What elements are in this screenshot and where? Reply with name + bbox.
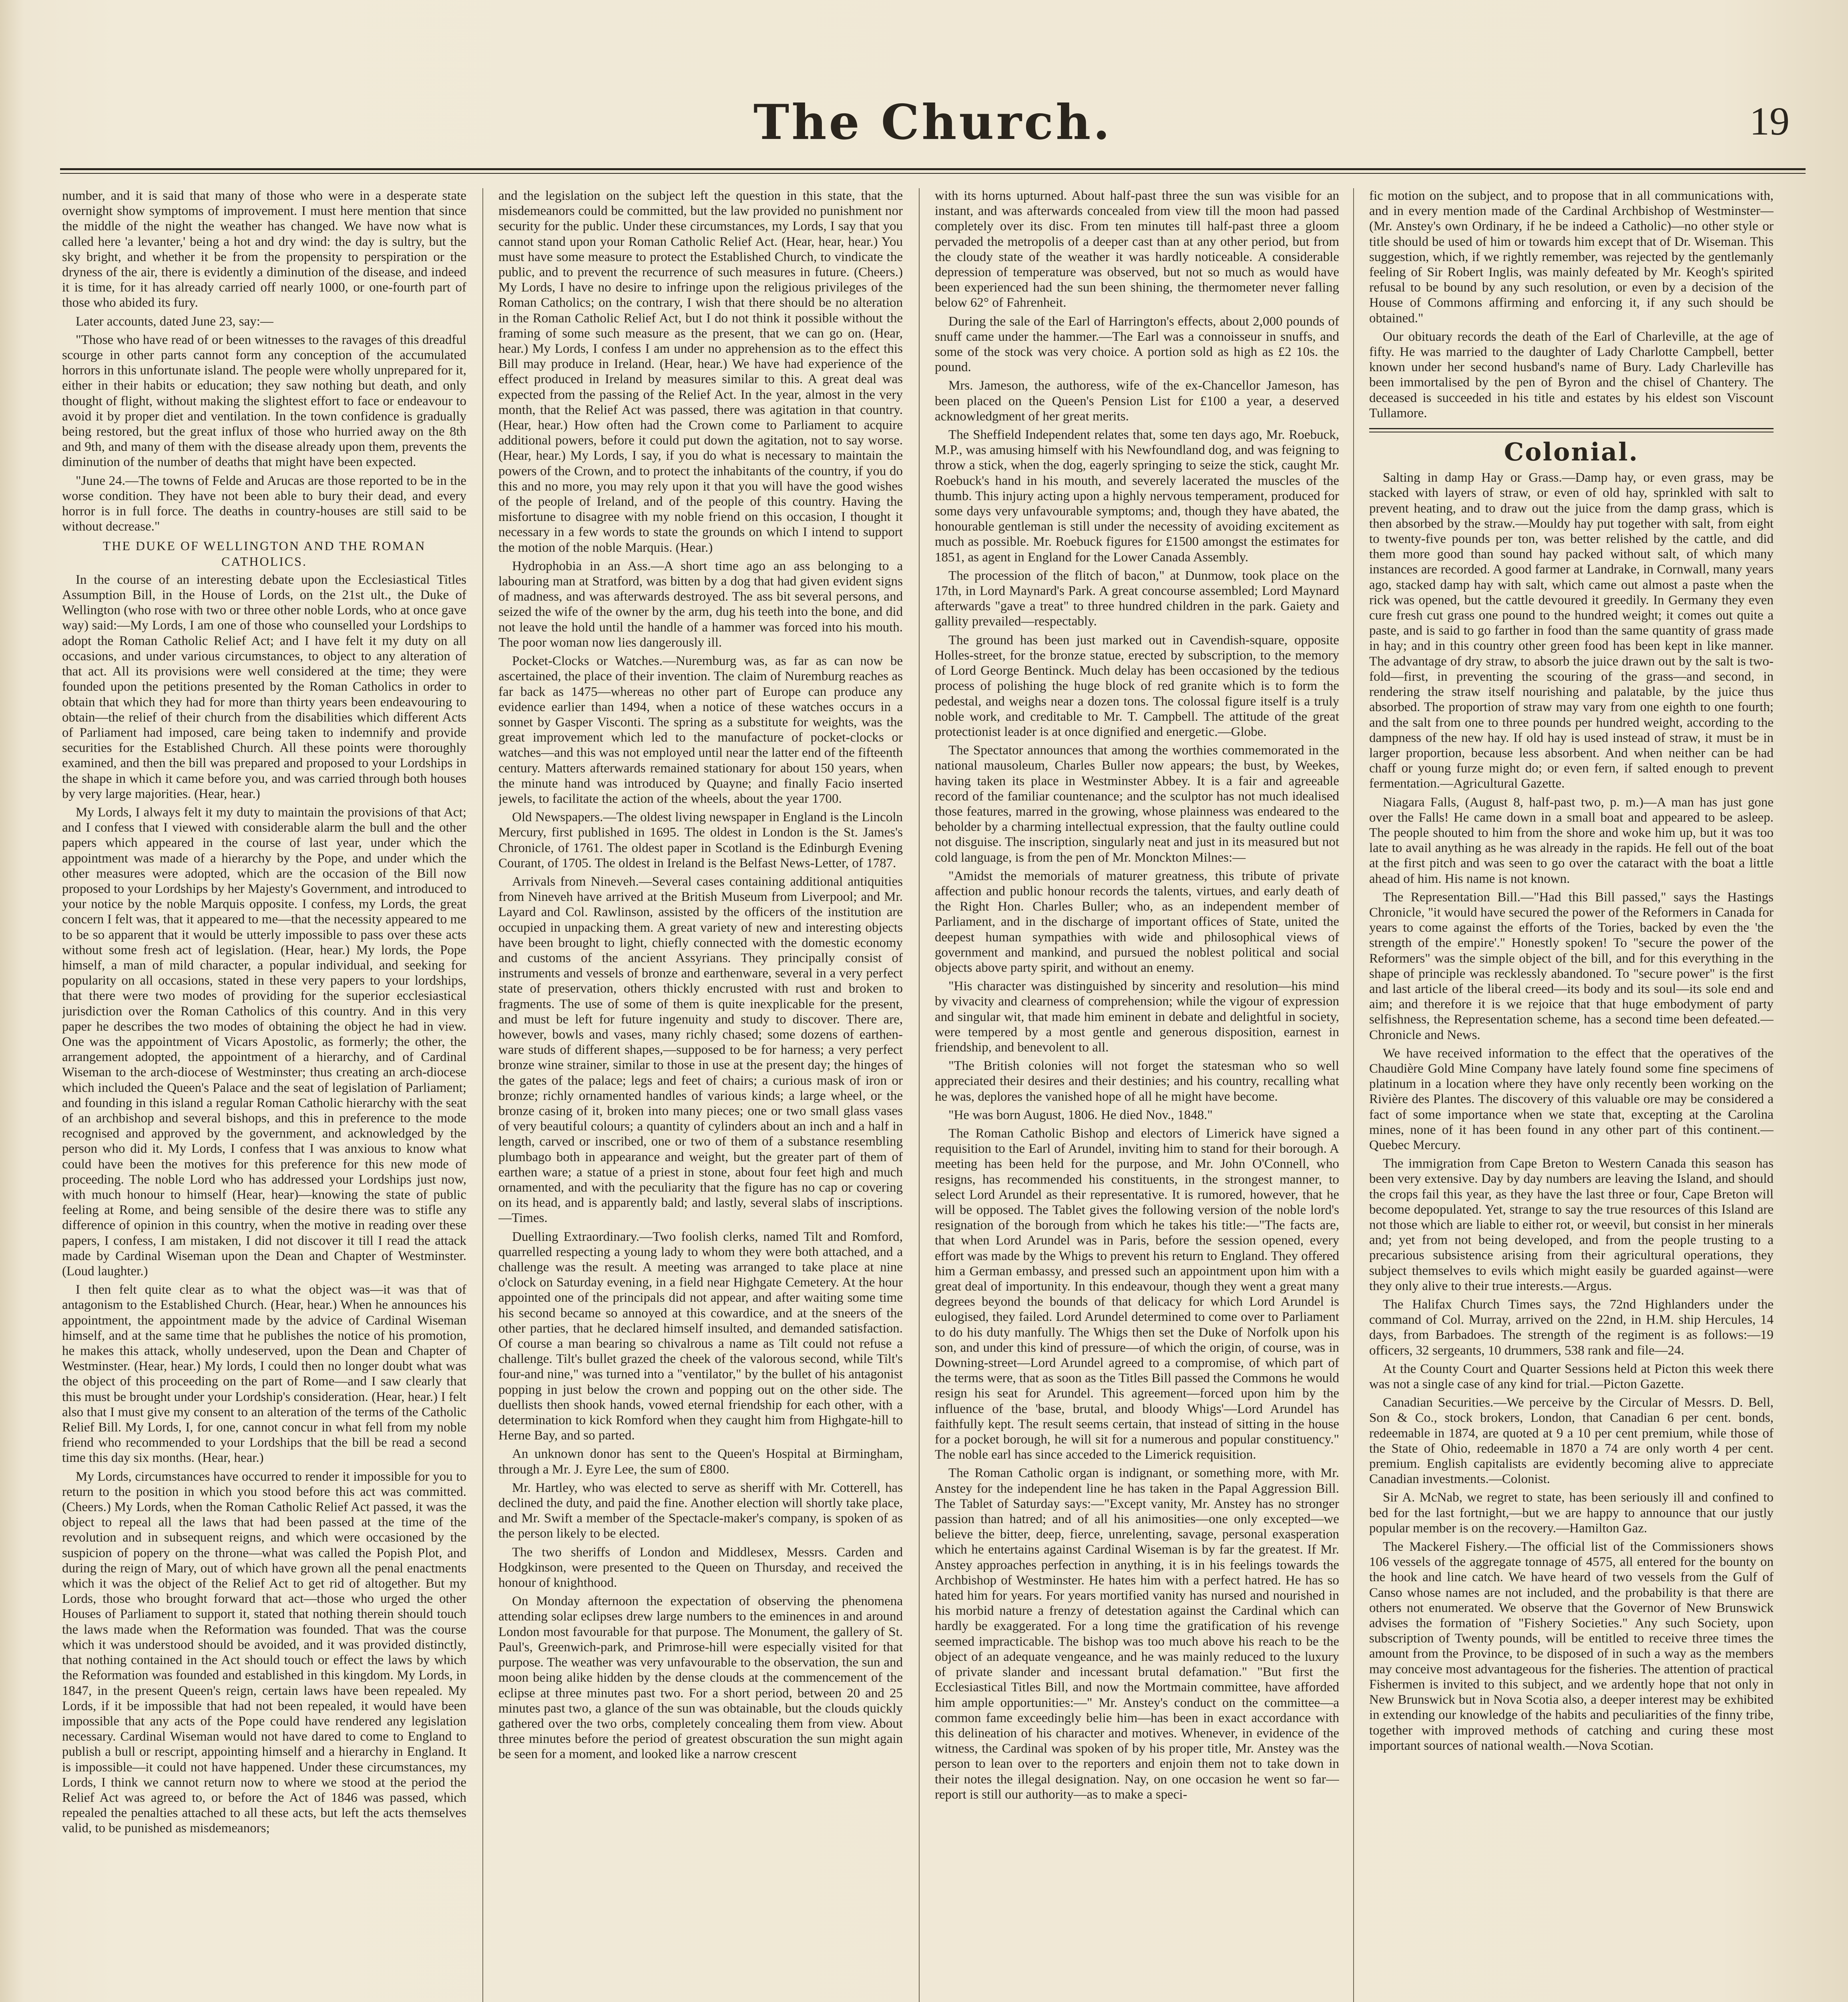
paper-title: The Church. — [753, 94, 1112, 151]
paragraph: "His character was distinguished by sincerity and resolution—his mind by vivacity and clearness of comprehension; while the vigour of expression and singular wit, that made him eminent in debate and delightful in society, were tempered by a most gentle and generous disposition, earnest in friendship, and benevolent to all. — [935, 979, 1339, 1055]
paragraph: My Lords, circumstances have occurred to render it impossible for you to return to the position in which you stood before this act was committed. (Cheers.) My Lords, when the Roman Catholic Relief Act passed, it was the object to repeal all the laws that had been passed at the time of the revolution and in subsequent reigns, and which were occasioned by the suspicion of popery on the throne—what was called the Popish Plot, and during the reign of Mary, out of which have grown all the penal enactments which it was the object of the Relief Act to get rid of altogether. But my Lords, those who brought forward that act—those who urged the other Houses of Parliament to support it, stated that nothing therein should touch the laws made when the Reformation was founded. That was the course which it was understood should be avoided, and it was provided distinctly, that nothing contained in the Act should touch or effect the laws by which the Reformation was founded and established in this kingdom. My Lords, in 1847, in the present Queen's reign, certain laws have been repealed. My Lords, if it be impossible that had not been repealed, it would have been impossible that any acts of the Pope could have rendered any legislation necessary. Cardinal Wiseman would not have dared to come to England to publish a bull or rescript, appointing himself and a hierarchy in England. It is impossible—it could not have happened. Under these circumstances, my Lords, I think we cannot return now to where we stood at the period the Relief Act was agreed to, or before the Act of 1846 was passed, which repealed the penalties attached to all these acts, but left the acts themselves valid, to be punished as misdemeanors; — [62, 1469, 466, 1836]
paragraph: I then felt quite clear as to what the object was—it was that of antagonism to the Established Church. (Hear, hear.) When he announces his appointment, the appointment made by the advice of Cardinal Wiseman himself, and at the same time that he publishes the notice of his promotion, he makes this attack, wholly undeserved, upon the Dean and Chapter of Westminster. (Hear, hear.) My lords, I could then no longer doubt what was the object of this proceeding on the part of Rome—and I saw clearly that this must be brought under your Lordship's consideration. (Hear, hear.) I felt also that I must give my consent to an alteration of the terms of the Catholic Relief Bill. My Lords, I, for one, cannot concur in what fell from my noble friend who recommended to your Lordships that the bill be read a second time this day six months. (Hear, hear.) — [62, 1282, 466, 1465]
paragraph: with its horns upturned. About half-past three the sun was visible for an instant, and was afterwards concealed from view till the moon had passed completely over its disc. From ten minutes till half-past three a gloom pervaded the metropolis of a deeper cast than at any other period, but from the cloudy state of the weather it was hardly noticeable. A considerable depression of temperature was observed, but not so much as would have been experienced had the sun been shining, the thermometer never falling below 62° of Fahrenheit. — [935, 189, 1339, 310]
paragraph: My Lords, I always felt it my duty to maintain the provisions of that Act; and I confess that I viewed with considerable alarm the bull and the other papers which appeared in the course of last year, under which the appointment was made of a hierarchy by the Pope, and under which the other measures were adopted, which are the occasion of the Bill now proposed to your Lordships by her Majesty's Government, and introduced to your notice by the noble Marquis opposite. I confess, my Lords, the great concern I felt was, that it appeared to me—that the necessity appeared to me to be so apparent that it would be utterly impossible to pass over these acts without some fresh act of legislation. (Hear, hear.) My lords, the Pope himself, a man of mild character, a popular individual, and seeking for popularity on all occasions, stated in these very papers to your lordships, that there were two modes of providing for the superior ecclesiastical jurisdiction over the Roman Catholics of this country. And in this very paper he describes the two modes of obtaining the object he had in view. One was the appointment of Vicars Apostolic, as formerly; the other, the arrangement adopted, the appointment of a hierarchy, and of Cardinal Wiseman to the arch-diocese of Westminster; thus creating an arch-diocese which included the Queen's Palace and the seat of legislation of Parliament; and founding in this island a regular Roman Catholic hierarchy with the seat of an archbishop and several bishops, and this in preference to the mode recognised and approved by the government, and acknowledged by the person who did it. My Lords, I confess that I was anxious to know what could have been the motives for this preference for this new mode of proceeding. The noble Lord who has addressed your Lordships just now, with much honour to himself (Hear, hear)—knowing the state of public feeling at Rome, and being sensible of the desire there was to stifle any difference of opinion in this country, when the motive in reading over these papers, I confess, I am mistaken, I did not discover it till I read the attack made by Cardinal Wiseman upon the Dean and Chapter of Westminster. (Loud laughter.) — [62, 805, 466, 1279]
paragraph: The procession of the flitch of bacon," at Dunmow, took place on the 17th, in Lord Maynard's Park. A great concourse assembled; Lord Maynard afterwards "gave a treat" to three hundred children in the park. Gaiety and gallity prevailed—respectably. — [935, 568, 1339, 629]
masthead — [60, 90, 1806, 170]
column-1 — [62, 188, 466, 2002]
paragraph: At the County Court and Quarter Sessions held at Picton this week there was not a single case of any kind for trial.—Picton Gazette. — [1369, 1361, 1774, 1392]
paragraph: number, and it is said that many of those who were in a desperate state overnight show symptoms of improvement. I must here mention that since the middle of the night the weather has changed. We have now what is called here 'a levanter,' being a hot and dry wind: the day is sultry, but the sky bright, and whether it be from the propensity to perspiration or the dryness of the air, there is evidently a diminution of the disease, and indeed it is time, for it has already carried off nearly 1000, or one-fourth part of those who abided its fury. — [62, 189, 466, 310]
paragraph: We have received information to the effect that the operatives of the Chaudière Gold Mine Company have lately found some fine specimens of platinum in a location where they have only recently been working on the Rivière des Plantes. The discovery of this valuable ore may be considered a fact of some importance when we state that, excepting at the Carolina mines, none of it has been found in any other part of this continent.—Quebec Mercury. — [1369, 1046, 1774, 1152]
paragraph: Hydrophobia in an Ass.—A short time ago an ass belonging to a labouring man at Stratford, was bitten by a dog that had given evident signs of madness, and was afterwards destroyed. The ass bit several persons, and seized the wife of the owner by the arm, dug his teeth into the bone, and did not leave the hold until the handle of a hammer was forced into his mouth. The poor woman now lies dangerously ill. — [498, 559, 903, 650]
paragraph: Our obituary records the death of the Earl of Charleville, at the age of fifty. He was married to the daughter of Lady Charlotte Campbell, better known under her second husband's name of Bury. Lady Charleville has been immortalised by the pen of Byron and the chisel of Chantery. The deceased is succeeded in his title and estates by his eldest son Viscount Tullamore. — [1369, 329, 1774, 420]
paragraph: An unknown donor has sent to the Queen's Hospital at Birmingham, through a Mr. J. Eyre Lee, the sum of £800. — [498, 1447, 903, 1477]
article-heading: THE DUKE OF WELLINGTON AND THE ROMAN CATHOLICS. — [102, 539, 426, 569]
paragraph: In the course of an interesting debate upon the Ecclesiastical Titles Assumption Bill, in the House of Lords, on the 21st ult., the Duke of Wellington (who rose with two or three other noble Lords, who at once gave way) said:—My Lords, I am one of those who counselled your Lordships to adopt the Roman Catholic Relief Act; and I have felt it my duty on all occasions, and under various circumstances, to object to any alteration of that act. All its provisions were well considered at the time; they were founded upon the petitions presented by the Roman Catholics in order to obtain that which they had for more than thirty years been endeavouring to obtain—the relief of their church from the disabilities which different Acts of Parliament had imposed, care being taken to indemnify and provide securities for the Established Church. All these points were thoroughly examined, and then the bill was prepared and proposed to your Lordships in the shape in which it came before you, and was carried through both houses by very large majorities. (Hear, hear.) — [62, 572, 466, 801]
paragraph: Later accounts, dated June 23, say:— — [76, 314, 273, 329]
column-divider — [1353, 188, 1354, 2002]
paragraph: "Those who have read of or been witnesses to the ravages of this dreadful scourge in other parts cannot form any conception of the accumulated horrors in this unfortunate island. The people were wholly unprepared for it, either in their habits or education; they saw nothing but death, and only thought of flight, without making the slightest effort to face or endeavour to avoid it by proper diet and ventilation. In the town confidence is gradually being restored, but the great influx of those who hurried away on the 8th and 9th, and many of them with the disease already upon them, prevents the diminution of the number of deaths that might have been expected. — [62, 332, 466, 470]
paragraph: The Representation Bill.—"Had this Bill passed," says the Hastings Chronicle, "it would have secured the power of the Reformers in Canada for years to come against the efforts of the Tories, backed by even the 'the strength of the empire'." Honestly spoken! To "secure the power of the Reformers" was the simple object of the bill, and for this everything in the shape of principle was recklessly abandoned. To "secure power" is the first and last article of the liberal creed—its body and its soul—its sole end and aim; and therefore it is we rejoice that that huge embodyment of party selfishness, the Representation scheme, has a second time been defeated.—Chronicle and News. — [1369, 890, 1774, 1042]
column-2 — [498, 188, 903, 2002]
masthead-rule-thin — [60, 173, 1806, 174]
paragraph: "Amidst the memorials of maturer greatness, this tribute of private affection and public honour records the talents, virtues, and early death of the Right Hon. Charles Buller; who, as an independent member of Parliament, and in the discharge of important offices of State, united the deepest human sympathies with wide and philosophical views of government and mankind, and pursued the noblest political and social objects above party spirit, and without an enemy. — [935, 868, 1339, 975]
paragraph: Salting in damp Hay or Grass.—Damp hay, or even grass, may be stacked with layers of straw, or even of old hay, sprinkled with salt to prevent heating, and to draw out the juice from the damp grass, which is then absorbed by the straw.—Mouldy hay put together with salt, from eight to twenty-five pounds per ton, was better relished by the cattle, and did them more good than sound hay packed without salt, of which many instances are recorded. A good farmer at Landrake, in Cornwall, many years ago, stacked damp hay with salt, which came out almost a paste when the rick was opened, but the cattle devoured it greedily. In Germany they even cure fresh cut grass one pound to the hundred weight; it comes out quite a paste, and is said to go farther in food than the same quantity of grass made in hay; and in this country other green food has been kept in like manner. The advantage of dry straw, to absorb the juice drawn out by the salt is two-fold—first, in preventing the scouring of the grass—and second, in rendering the straw itself nourishing and palatable, by the juice thus absorbed. The proportion of straw may vary from one eighth to one fourth; and the salt from one to three pounds per hundred weight, according to the dampness of the new hay. If old hay is used instead of straw, it must be in larger proportion, because less absorbent. And when neither can be had chaff or young furze might do; or even fern, if salted enough to prevent fermentation.—Agricultural Gazette. — [1369, 470, 1774, 791]
column-3 — [935, 188, 1339, 2002]
section-rule — [1369, 428, 1774, 429]
paragraph: Sir A. McNab, we regret to state, has been seriously ill and confined to bed for the last fortnight,—but we are happy to announce that our justly popular member is on the recovery.—Hamilton Gaz. — [1369, 1490, 1774, 1536]
paragraph: Mr. Hartley, who was elected to serve as sheriff with Mr. Cotterell, has declined the duty, and paid the fine. Another election will shortly take place, and Mr. Swift a member of the Spectacle-maker's company, is spoken of as the person likely to be elected. — [498, 1480, 903, 1541]
paragraph: Old Newspapers.—The oldest living newspaper in England is the Lincoln Mercury, first published in 1695. The oldest in London is the St. James's Chronicle, of 1761. The oldest paper in Scotland is the Edinburgh Evening Courant, of 1705. The oldest in Ireland is the Belfast News-Letter, of 1787. — [498, 810, 903, 870]
paragraph: Niagara Falls, (August 8, half-past two, p. m.)—A man has just gone over the Falls! He came down in a small boat and appeared to be asleep. The people shouted to him from the shore and woke him up, but it was too late to avail anything as he was already in the rapids. He fell out of the boat at the first pitch and was seen to go over the cataract with the boat a little ahead of him. His name is not known. — [1369, 795, 1774, 886]
paragraph: "He was born August, 1806. He died Nov., 1848." — [948, 1108, 1213, 1122]
paragraph: The immigration from Cape Breton to Western Canada this season has been very extensive. Day by day numbers are leaving the Island, and should the crops fail this year, as they have the last three or four, Cape Breton will become depopulated. Yet, strange to say the true resources of this Island are not those which are liable to either rot, or weevil, but consist in her minerals and; yet from not being developed, and from the people trusting to a precarious subsistence arising from their agricultural operations, they subject themselves to evils which might easily be guarded against—were they only alive to their true interests.—Argus. — [1369, 1156, 1774, 1293]
column-4 — [1369, 188, 1774, 2002]
paragraph: and the legislation on the subject left the question in this state, that the misdemeanors could be committed, but the law provided no punishment nor security for the public. Under these circumstances, my Lords, I say that you cannot stand upon your Roman Catholic Relief Act. (Hear, hear, hear.) You must have some measure to protect the Established Church, to vindicate the public, and to prevent the recurrence of such measures in future. (Cheers.) My Lords, I have no desire to infringe upon the religious privileges of the Roman Catholics; on the contrary, I wish that there should be no alteration in the Roman Catholic Relief Act, but I do not think it possible without the framing of some such measure as the present, that we can go on. (Hear, hear.) My Lords, I confess I am under no apprehension as to the effect this Bill may produce in Ireland. (Hear, hear.) We have had experience of the effect produced in Ireland by measures similar to this. A great deal was expected from the passing of the Relief Act. In the year, almost in the very month, that the Relief Act was passed, there was agitation in that country. (Hear, hear.) How often had the Crown come to Parliament to acquire additional powers, before it could put down the agitation, not to say worse. (Hear, hear.) My Lords, I say, if you do what is necessary to maintain the powers of the Crown, and to protect the inhabitants of the country, if you do this and no more, you may rely upon it that you will have the good wishes of the people of Ireland, and of the people of this country. Having the misfortune to disagree with my noble friend on this occasion, I thought it necessary in a few words to state the grounds on which I intend to support the motion of the noble Marquis. (Hear.) — [498, 189, 903, 555]
paragraph: Pocket-Clocks or Watches.—Nuremburg was, as far as can now be ascertained, the place of their invention. The claim of Nuremburg reaches as far back as 1475—whereas no other part of Europe can produce any evidence earlier than 1494, when a notice of these watches occurs in a sonnet by Gasper Visconti. The spring as a substitute for weights, was the great improvement which led to the manufacture of pocket-clocks or watches—and this was not employed until near the latter end of the fifteenth century. Matters afterwards remained stationary for about 150 years, when the minute hand was introduced by Quayne; and finally Facio inserted jewels, to facilitate the action of the wheels, about the year 1700. — [498, 654, 903, 806]
paragraph: During the sale of the Earl of Harrington's effects, about 2,000 pounds of snuff came under the hammer.—The Earl was a connoisseur in snuffs, and some of the stock was very choice. A portion sold as high as £2 10s. the pound. — [935, 314, 1339, 375]
paragraph: "The British colonies will not forget the statesman who so well appreciated their desires and their destinies; and his country, recalling what he was, deplores the vanished hope of all he might have become. — [935, 1059, 1339, 1104]
paragraph: fic motion on the subject, and to propose that in all communications with, and in every mention made of the Cardinal Archbishop of Westminster—(Mr. Anstey's own Ordinary, if he be indeed a Catholic)—no other style or title should be used of him or towards him except that of Dr. Wiseman. This suggestion, which, if we rightly remember, was rejected by the gentlemanly feeling of Sir Robert Inglis, was mainly defeated by Mr. Keogh's spirited refusal to be bound by any such resolution, or even by a decision of the House of Commons affirming and enforcing it, if any such should be obtained." — [1369, 189, 1774, 326]
paragraph: The Halifax Church Times says, the 72nd Highlanders under the command of Col. Murray, arrived on the 22nd, in H.M. ship Hercules, 14 days, from Barbadoes. The strength of the regiment is as follows:—19 officers, 32 sergeants, 10 drummers, 538 rank and file—24. — [1369, 1297, 1774, 1358]
paragraph: The Mackerel Fishery.—The official list of the Commissioners shows 106 vessels of the aggregate tonnage of 4575, all entered for the bounty on the hook and line catch. We have heard of two vessels from the Gulf of Canso whose names are not included, and the probability is that there are others not enumerated. We observe that the Governor of New Brunswick advises the formation of "Fishery Societies." Any such Society, upon subscription of Twenty pounds, will be entitled to receive three times the amount from the Province, to be disposed of in such a way as the members may conceive most advantageous for the fisheries. The attention of practical Fishermen is invited to this subject, and we ardently hope that not only in New Brunswick but in Nova Scotia also, a deeper interest may be exhibited in extending our knowledge of the habits and peculiarities of the finny tribe, together with improved methods of catching and curing these most important sources of national wealth.—Nova Scotian. — [1369, 1540, 1774, 1753]
paragraph: The Roman Catholic Bishop and electors of Limerick have signed a requisition to the Earl of Arundel, inviting him to stand for their borough. A meeting has been held for the purpose, and Mr. John O'Connell, who resigns, has recommended his constituents, in the strongest manner, to select Lord Arundel as their representative. It is rumored, however, that he will be opposed. The Tablet gives the following version of the noble lord's resignation of the borough from which he takes his title:—"The facts are, that when Lord Arundel was in Paris, before the session opened, every effort was made by the Whigs to prevent his return to England. They offered him a German embassy, and pressed such an appointment upon him with a great deal of importunity. In this endeavour, though they went a great many degrees beyond the bounds of that delicacy for which Lord Arundel is eulogised, they failed. Lord Arundel determined to come over to Parliament to do his duty manfully. The Whigs then set the Duke of Norfolk upon his son, and under this kind of pressure—of which the origin, of course, was in Downing-street—Lord Arundel agreed to a compromise, of which part of the terms were, that as soon as the Titles Bill passed the Commons he would resign his seat for Arundel. This agreement—forced upon him by the influence of the 'base, brutal, and bloody Whigs'—Lord Arundel has faithfully kept. The result seems certain, that instead of sitting in the house for a pocket borough, he will sit for a numerous and popular constituency." The noble earl has since acceded to the Limerick requisition. — [935, 1126, 1339, 1462]
paragraph: "June 24.—The towns of Felde and Arucas are those reported to be in the worse condition. They have not been able to bury their dead, and every horror is in full force. The deaths in country-houses are still said to be without decrease." — [62, 473, 466, 534]
paragraph: The two sheriffs of London and Middlesex, Messrs. Carden and Hodgkinson, were presented to the Queen on Thursday, and received the honour of knighthood. — [498, 1545, 903, 1590]
column-divider — [919, 188, 920, 2002]
page-number: 19 — [1750, 99, 1790, 143]
masthead-rule — [60, 168, 1806, 170]
paragraph: Duelling Extraordinary.—Two foolish clerks, named Tilt and Romford, quarrelled respecting a young lady to whom they were both attached, and a challenge was the result. A meeting was arranged to take place at nine o'clock on Saturday evening, in a field near Highgate Cemetery. At the hour appointed one of the principals did not appear, and after waiting some time his second became so annoyed at this cowardice, and at the sneers of the other parties, that he declared himself insulted, and demanded satisfaction. Of course a man bearing so chivalrous a name as Tilt could not refuse a challenge. Tilt's bullet grazed the cheek of the valorous second, while Tilt's four-and nine," was turned into a "ventilator," by the bullet of his antagonist popping in just below the crown and popping out on the other side. The duellists then shook hands, vowed eternal friendship for each other, with a determination to kick Romford when they caught him from Highgate-hill to Herne Bay, and so parted. — [498, 1229, 903, 1443]
section-title-colonial: Colonial. — [1504, 437, 1639, 467]
paragraph: On Monday afternoon the expectation of observing the phenomena attending solar eclipses drew large numbers to the eminences in and around London most favourable for that purpose. The Monument, the gallery of St. Paul's, Greenwich-park, and Primrose-hill were especially visited for that purpose. The weather was very unfavourable to the observation, the sun and moon being alike hidden by the dense clouds at the commencement of the eclipse at three minutes past two. For a short period, between 20 and 25 minutes past two, a glance of the sun was obtainable, but the clouds quickly gathered over the two orbs, completely concealing them from view. About three minutes before the period of greatest obscuration the sun might again be seen for a moment, and looked like a narrow crescent — [498, 1594, 903, 1762]
column-divider — [482, 188, 483, 2002]
paragraph: The Roman Catholic organ is indignant, or something more, with Mr. Anstey for the independent line he has taken in the Papal Aggression Bill. The Tablet of Saturday says:—"Except vanity, Mr. Anstey has no stronger passion than hatred; and of all his animosities—one only excepted—we believe the bitter, deep, fierce, unrelenting, savage, personal exasperation which he entertains against Cardinal Wiseman is by far the greatest. If Mr. Anstey approaches perfection in anything, it is in his feelings towards the Archbishop of Westminster. He hates him with a perfect hatred. He has so hated him for years. For years mortified vanity has nursed and nourished in his morbid nature a frenzy of detestation against the Cardinal which can hardly be exaggerated. For a long time the gratification of his revenge seemed impracticable. The bishop was too much above his reach to be the object of an adequate vengeance, and he was mainly reduced to the luxury of private slander and incessant brutal defamation." "But first the Ecclesiastical Titles Bill, and now the Mortmain committee, have afforded him ample opportunities:—" Mr. Anstey's conduct on the committee—a common fame exceedingly belie him—has been in exact accordance with this delineation of his character and motives. Whenever, in evidence of the witness, the Cardinal was spoken of by his proper title, Mr. Anstey was the person to lean over to the reporters and enjoin them not to take down in their notes the illegal designation. Nay, on one occasion he went so far—report is still our authority—as to make a speci- — [935, 1466, 1339, 1802]
paragraph: Arrivals from Nineveh.—Several cases containing additional antiquities from Nineveh have arrived at the British Museum from Liverpool; and Mr. Layard and Col. Rawlinson, assisted by the officers of the institution are occupied in unpacking them. A great variety of new and interesting objects have been brought to light, chiefly connected with the domestic economy and customs of the ancient Assyrians. They principally consist of instruments and vessels of bronze and earthenware, several in a very perfect state of preservation, others thickly encrusted with rust and broken to fragments. The use of some of them is quite inexplicable for the present, and must be left for future ingenuity and study to discover. There are, however, bowls and vases, many richly chased; some dozens of earthen-ware studs of different shapes,—supposed to be for harness; a very perfect bronze wine strainer, similar to those in use at the present day; the hinges of the gates of the palace; legs and feet of chairs; a curious mask of iron or bronze; richly ornamented handles of various kinds; a large wheel, or the bronze casing of it, broken into many pieces; one or two small glass vases of very beautiful colours; a quantity of cylinders about an inch and a half in length, carved or inscribed, one or two of them of a substance resembling plumbago both in appearance and weight, but the greater part of them of earthen ware; a statue of a priest in stone, about four feet high and much ornamented, and with the peculiarity that the figure has no cap or covering on its head, and is apparently bald; and lastly, several slabs of inscriptions.—Times. — [498, 874, 903, 1226]
paragraph: The Spectator announces that among the worthies commemorated in the national mausoleum, Charles Buller now appears; the bust, by Weekes, having taken its place in Westminster Abbey. It is a fair and agreeable record of the familiar countenance; and the sculptor has not much idealised those features, marred in the growing, whose plainness was endeared to the beholder by a charming intellectual expression, that the faulty outline could not disguise. The inscription, singularly neat and just in its measured but not cold language, is from the pen of Mr. Monckton Milnes:— — [935, 743, 1339, 865]
paragraph: The Sheffield Independent relates that, some ten days ago, Mr. Roebuck, M.P., was amusing himself with his Newfoundland dog, and was feigning to throw a stick, when the dog, eagerly springing to seize the stick, caught Mr. Roebuck's hand in his mouth, and severely lacerated the muscles of the thumb. This injury acting upon a highly nervous temperament, produced for some days very unfavourable symptoms; and, though they have abated, the honourable gentleman is still under the necessity of avoiding excitement as much as possible. Mr. Roebuck figures for £1500 amongst the estimates for 1851, as agent in England for the Lower Canada Assembly. — [935, 428, 1339, 565]
paragraph: The ground has been just marked out in Cavendish-square, opposite Holles-street, for the bronze statue, erected by subscription, to the memory of Lord George Bentinck. Much delay has been occasioned by the tedious process of polishing the huge block of red granite which is to form the pedestal, and weighs near a dozen tons. The colossal figure itself is a truly noble work, and creditable to Mr. T. Campbell. The attitude of the great protectionist leader is at once dignified and energetic.—Globe. — [935, 633, 1339, 739]
paragraph: Mrs. Jameson, the authoress, wife of the ex-Chancellor Jameson, has been placed on the Queen's Pension List for £100 a year, a deserved acknowledgment of her great merits. — [935, 378, 1339, 424]
paragraph: Canadian Securities.—We perceive by the Circular of Messrs. D. Bell, Son & Co., stock brokers, London, that Canadian 6 per cent. bonds, redeemable in 1874, are quoted at 9 a 10 per cent premium, while those of the State of Ohio, redeemable in 1870 a 74 are only worth 4 per cent. premium. English capitalists are evidently becoming alive to appreciate Canadian investments.—Colonist. — [1369, 1395, 1774, 1487]
